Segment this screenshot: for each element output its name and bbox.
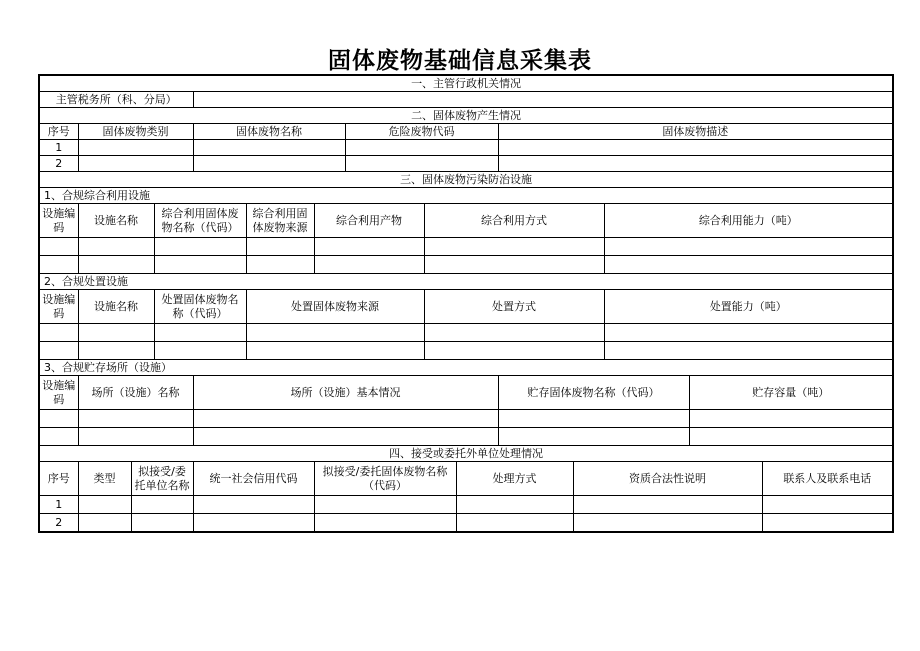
s32-cell[interactable] [78, 324, 154, 342]
s2-col-code: 危险废物代码 [345, 124, 498, 140]
s4-col-waste: 拟接受/委托固体废物名称（代码） [314, 462, 456, 496]
s33-cell[interactable] [689, 410, 893, 428]
s32-cell[interactable] [424, 324, 604, 342]
s4-cell[interactable] [456, 496, 573, 514]
s32-col-name: 设施名称 [78, 290, 154, 324]
s4-col-seq: 序号 [39, 462, 78, 496]
s4-cell[interactable] [78, 514, 131, 533]
s31-cell[interactable] [424, 256, 604, 274]
s31-col-waste: 综合利用固体废物名称（代码） [154, 204, 246, 238]
s32-col-code: 设施编码 [39, 290, 78, 324]
s2-cell[interactable] [193, 156, 345, 172]
s4-cell[interactable] [314, 496, 456, 514]
s3-sub1-heading: 1、合规综合利用设施 [39, 188, 893, 204]
s33-col-capacity: 贮存容量（吨） [689, 376, 893, 410]
s31-cell[interactable] [314, 238, 424, 256]
s33-cell[interactable] [193, 428, 498, 446]
s2-cell[interactable] [345, 156, 498, 172]
form-title: 固体废物基础信息采集表 [328, 48, 592, 74]
s4-cell[interactable] [193, 496, 314, 514]
s2-cell[interactable] [78, 156, 193, 172]
s33-cell[interactable] [193, 410, 498, 428]
s3-sub3-heading: 3、合规贮存场所（设施） [39, 360, 893, 376]
s4-cell[interactable] [314, 514, 456, 533]
s31-col-source: 综合利用固体废物来源 [246, 204, 314, 238]
s2-cell[interactable] [78, 140, 193, 156]
s32-cell[interactable] [39, 342, 78, 360]
s4-row-number: 1 [39, 496, 78, 514]
s31-cell[interactable] [39, 256, 78, 274]
s32-cell[interactable] [424, 342, 604, 360]
s4-cell[interactable] [78, 496, 131, 514]
s32-cell[interactable] [154, 324, 246, 342]
s2-cell[interactable] [193, 140, 345, 156]
s2-row-number: 1 [39, 140, 78, 156]
s33-col-basic: 场所（设施）基本情况 [193, 376, 498, 410]
s4-col-qualification: 资质合法性说明 [573, 462, 762, 496]
s4-cell[interactable] [131, 514, 193, 533]
section3-heading: 三、固体废物污染防治设施 [39, 172, 893, 188]
s31-cell[interactable] [154, 238, 246, 256]
s2-col-seq: 序号 [39, 124, 78, 140]
s4-col-type: 类型 [78, 462, 131, 496]
s32-cell[interactable] [604, 342, 893, 360]
s2-col-category: 固体废物类别 [78, 124, 193, 140]
s32-cell[interactable] [78, 342, 154, 360]
s32-col-capacity: 处置能力（吨） [604, 290, 893, 324]
s33-cell[interactable] [498, 410, 689, 428]
s31-cell[interactable] [154, 256, 246, 274]
s32-cell[interactable] [154, 342, 246, 360]
s31-cell[interactable] [604, 256, 893, 274]
s33-col-code: 设施编码 [39, 376, 78, 410]
section4-heading: 四、接受或委托外单位处理情况 [39, 446, 893, 462]
s33-cell[interactable] [39, 428, 78, 446]
s32-cell[interactable] [246, 342, 424, 360]
s2-row-number: 2 [39, 156, 78, 172]
section2-heading: 二、固体废物产生情况 [39, 108, 893, 124]
s33-cell[interactable] [39, 410, 78, 428]
s31-cell[interactable] [39, 238, 78, 256]
s31-cell[interactable] [604, 238, 893, 256]
section1-heading: 一、主管行政机关情况 [39, 75, 893, 92]
s4-cell[interactable] [762, 496, 893, 514]
s31-col-name: 设施名称 [78, 204, 154, 238]
s4-cell[interactable] [131, 496, 193, 514]
s31-cell[interactable] [314, 256, 424, 274]
tax-office-field[interactable] [193, 92, 893, 108]
s31-cell[interactable] [424, 238, 604, 256]
s31-col-method: 综合利用方式 [424, 204, 604, 238]
s31-cell[interactable] [246, 238, 314, 256]
s31-col-code: 设施编码 [39, 204, 78, 238]
s33-cell[interactable] [689, 428, 893, 446]
s4-row-number: 2 [39, 514, 78, 533]
s33-cell[interactable] [498, 428, 689, 446]
s31-cell[interactable] [78, 256, 154, 274]
tax-office-label: 主管税务所（科、分局） [39, 92, 193, 108]
s4-cell[interactable] [573, 496, 762, 514]
s4-cell[interactable] [573, 514, 762, 533]
s32-col-waste: 处置固体废物名称（代码） [154, 290, 246, 324]
s32-cell[interactable] [39, 324, 78, 342]
s2-cell[interactable] [345, 140, 498, 156]
s31-cell[interactable] [246, 256, 314, 274]
s31-col-capacity: 综合利用能力（吨） [604, 204, 893, 238]
s2-col-desc: 固体废物描述 [498, 124, 893, 140]
s2-cell[interactable] [498, 140, 893, 156]
s4-cell[interactable] [193, 514, 314, 533]
s33-col-name: 场所（设施）名称 [78, 376, 193, 410]
s4-cell[interactable] [456, 514, 573, 533]
s33-cell[interactable] [78, 410, 193, 428]
s31-col-product: 综合利用产物 [314, 204, 424, 238]
s32-cell[interactable] [604, 324, 893, 342]
s2-cell[interactable] [498, 156, 893, 172]
s4-col-method: 处理方式 [456, 462, 573, 496]
s3-sub2-heading: 2、合规处置设施 [39, 274, 893, 290]
s32-col-method: 处置方式 [424, 290, 604, 324]
s2-col-name: 固体废物名称 [193, 124, 345, 140]
s4-cell[interactable] [762, 514, 893, 533]
s32-cell[interactable] [246, 324, 424, 342]
s31-cell[interactable] [78, 238, 154, 256]
s4-col-credit-code: 统一社会信用代码 [193, 462, 314, 496]
s33-cell[interactable] [78, 428, 193, 446]
s4-col-contact: 联系人及联系电话 [762, 462, 893, 496]
s33-col-waste: 贮存固体废物名称（代码） [498, 376, 689, 410]
form-table [38, 74, 872, 533]
s4-col-unit: 拟接受/委托单位名称 [131, 462, 193, 496]
s32-col-source: 处置固体废物来源 [246, 290, 424, 324]
